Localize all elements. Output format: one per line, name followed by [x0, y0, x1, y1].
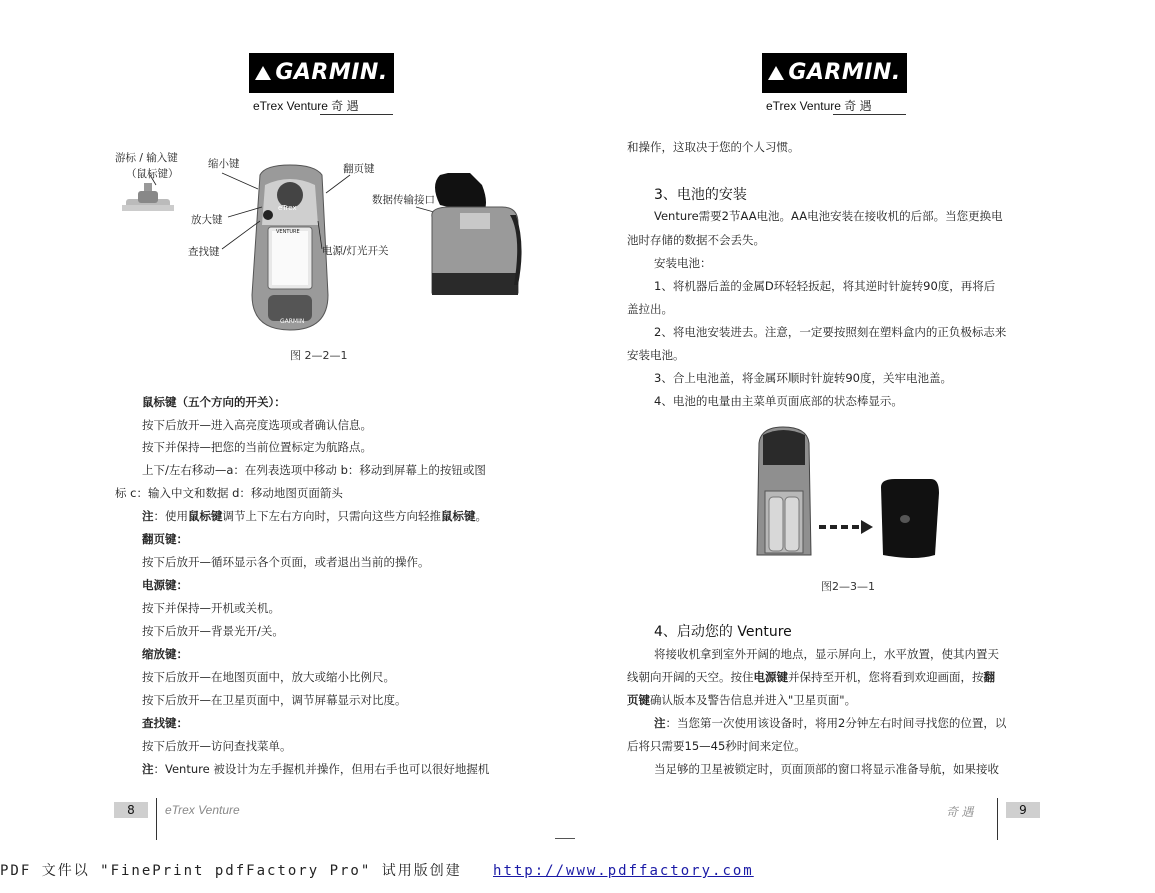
- battery-illustration: [745, 425, 945, 565]
- heading-power-key: 电源键：: [142, 578, 188, 592]
- body-line: 盖拉出。: [627, 302, 673, 316]
- body-line: 按下后放开—循环显示各个页面，或者退出当前的操作。: [142, 555, 430, 569]
- page-number-left: 8: [114, 802, 148, 818]
- body-line: 安装电池。: [627, 348, 685, 362]
- footer-title-left: eTrex Venture: [165, 803, 240, 817]
- section-title-startup: 4、启动您的 Venture: [654, 624, 792, 640]
- note-line: 注：当您第一次使用该设备时，将用2分钟左右时间寻找您的位置，以: [654, 716, 1007, 730]
- center-mark: [555, 838, 575, 839]
- svg-text:VENTURE: VENTURE: [276, 229, 300, 235]
- arrow-icon: [819, 520, 873, 534]
- battery-cover: [881, 479, 939, 558]
- label-find-key: 查找键: [188, 246, 220, 258]
- body-line: 1、将机器后盖的金属D环轻轻扳起，将其逆时针旋转90度，再将后: [654, 279, 996, 293]
- page-number-right: 9: [1006, 802, 1040, 818]
- body-line: 将接收机拿到室外开阔的地点，显示屏向上，水平放置，使其内置天: [654, 647, 999, 661]
- body-line: 线朝向开阔的天空。按住电源键并保持至开机，您将看到欢迎画面，按翻: [627, 670, 995, 684]
- svg-text:GARMIN: GARMIN: [280, 318, 305, 325]
- footer-divider-left: [156, 798, 157, 840]
- globe-icon: [768, 66, 784, 80]
- label-data-port: 数据传输接口: [372, 194, 435, 206]
- svg-text:eTrex: eTrex: [278, 204, 297, 212]
- watermark: PDF 文件以 "FinePrint pdfFactory Pro" 试用版创建 http://www.pdffactory.com: [0, 863, 754, 879]
- header-model-right: eTrex Venture 奇 遇: [766, 99, 872, 113]
- body-line: 后将只需要15—45秒时间来定位。: [627, 739, 806, 753]
- header-underline-right: [833, 114, 906, 115]
- body-line: 按下并保持—把您的当前位置标定为航路点。: [142, 440, 372, 454]
- body-line: 按下后放开—在地图页面中，放大或缩小比例尺。: [142, 670, 395, 684]
- heading-zoom-key: 缩放键：: [142, 647, 188, 661]
- body-line: 池时存储的数据不会丢失。: [627, 233, 765, 247]
- body-line: 按下后放开—访问查找菜单。: [142, 739, 292, 753]
- joystick-icon: [122, 183, 174, 211]
- label-cursor-key-sub: （鼠标键）: [126, 168, 179, 180]
- footer-title-right: 奇 遇: [946, 805, 974, 819]
- device-front: [252, 165, 328, 330]
- label-page-key: 翻页键: [343, 163, 375, 175]
- globe-icon: [255, 66, 271, 80]
- body-line: 标 c：输入中文和数据 d：移动地图页面箭头: [115, 486, 343, 500]
- heading-find-key: 查找键：: [142, 716, 188, 730]
- body-line: 按下后放开—在卫星页面中，调节屏幕显示对比度。: [142, 693, 407, 707]
- label-zoom-in: 放大键: [191, 214, 223, 226]
- label-power-key: 电源/灯光开关: [322, 245, 389, 257]
- body-line: 2、将电池安装进去。注意，一定要按照刻在塑料盒内的正负极标志来: [654, 325, 1007, 339]
- body-line: 3、合上电池盖，将金属环顺时针旋转90度，关牢电池盖。: [654, 371, 952, 385]
- header-underline-left: [320, 114, 393, 115]
- label-cursor-key: 游标 / 输入键: [115, 152, 178, 164]
- garmin-logo-right: GARMIN.: [762, 53, 907, 93]
- note-line: 注：Venture 被设计为左手握机并操作，但用右手也可以很好地握机: [142, 762, 490, 776]
- watermark-link[interactable]: http://www.pdffactory.com: [493, 863, 754, 879]
- device-back: [432, 173, 522, 295]
- body-line: 安装电池：: [654, 256, 712, 270]
- body-line: 按下后放开—进入高亮度选项或者确认信息。: [142, 418, 372, 432]
- body-line: 按下后放开—背景光开/关。: [142, 624, 284, 638]
- figure-caption-right: 图2—3—1: [821, 580, 875, 593]
- garmin-logo-left: GARMIN.: [249, 53, 394, 93]
- figure-caption-left: 图 2—2—1: [290, 349, 348, 362]
- body-line: 当足够的卫星被锁定时，页面顶部的窗口将显示准备导航，如果接收: [654, 762, 999, 776]
- body-line: 上下/左右移动—a：在列表选项中移动 b：移动到屏幕上的按钮或图: [142, 463, 486, 477]
- body-line: 和操作，这取决于您的个人习惯。: [627, 140, 800, 154]
- header-model-left: eTrex Venture 奇 遇: [253, 99, 359, 113]
- body-line: 4、电池的电量由主菜单页面底部的状态棒显示。: [654, 394, 903, 408]
- section-title-battery: 3、电池的安装: [654, 187, 747, 203]
- body-line: Venture需要2节AA电池。AA电池安装在接收机的后部。当您更换电: [654, 209, 1003, 223]
- heading-page-key: 翻页键：: [142, 532, 188, 546]
- device-open-back: [757, 427, 811, 555]
- note-line: 注：使用鼠标键调节上下左右方向时，只需向这些方向轻推鼠标键。: [142, 509, 487, 523]
- label-zoom-out: 缩小键: [208, 158, 240, 170]
- heading-mouse-key: 鼠标键（五个方向的开关）：: [142, 395, 286, 409]
- footer-divider-right: [997, 798, 998, 840]
- body-line: 按下并保持—开机或关机。: [142, 601, 280, 615]
- body-line: 页键确认版本及警告信息并进入"卫星页面"。: [627, 693, 857, 707]
